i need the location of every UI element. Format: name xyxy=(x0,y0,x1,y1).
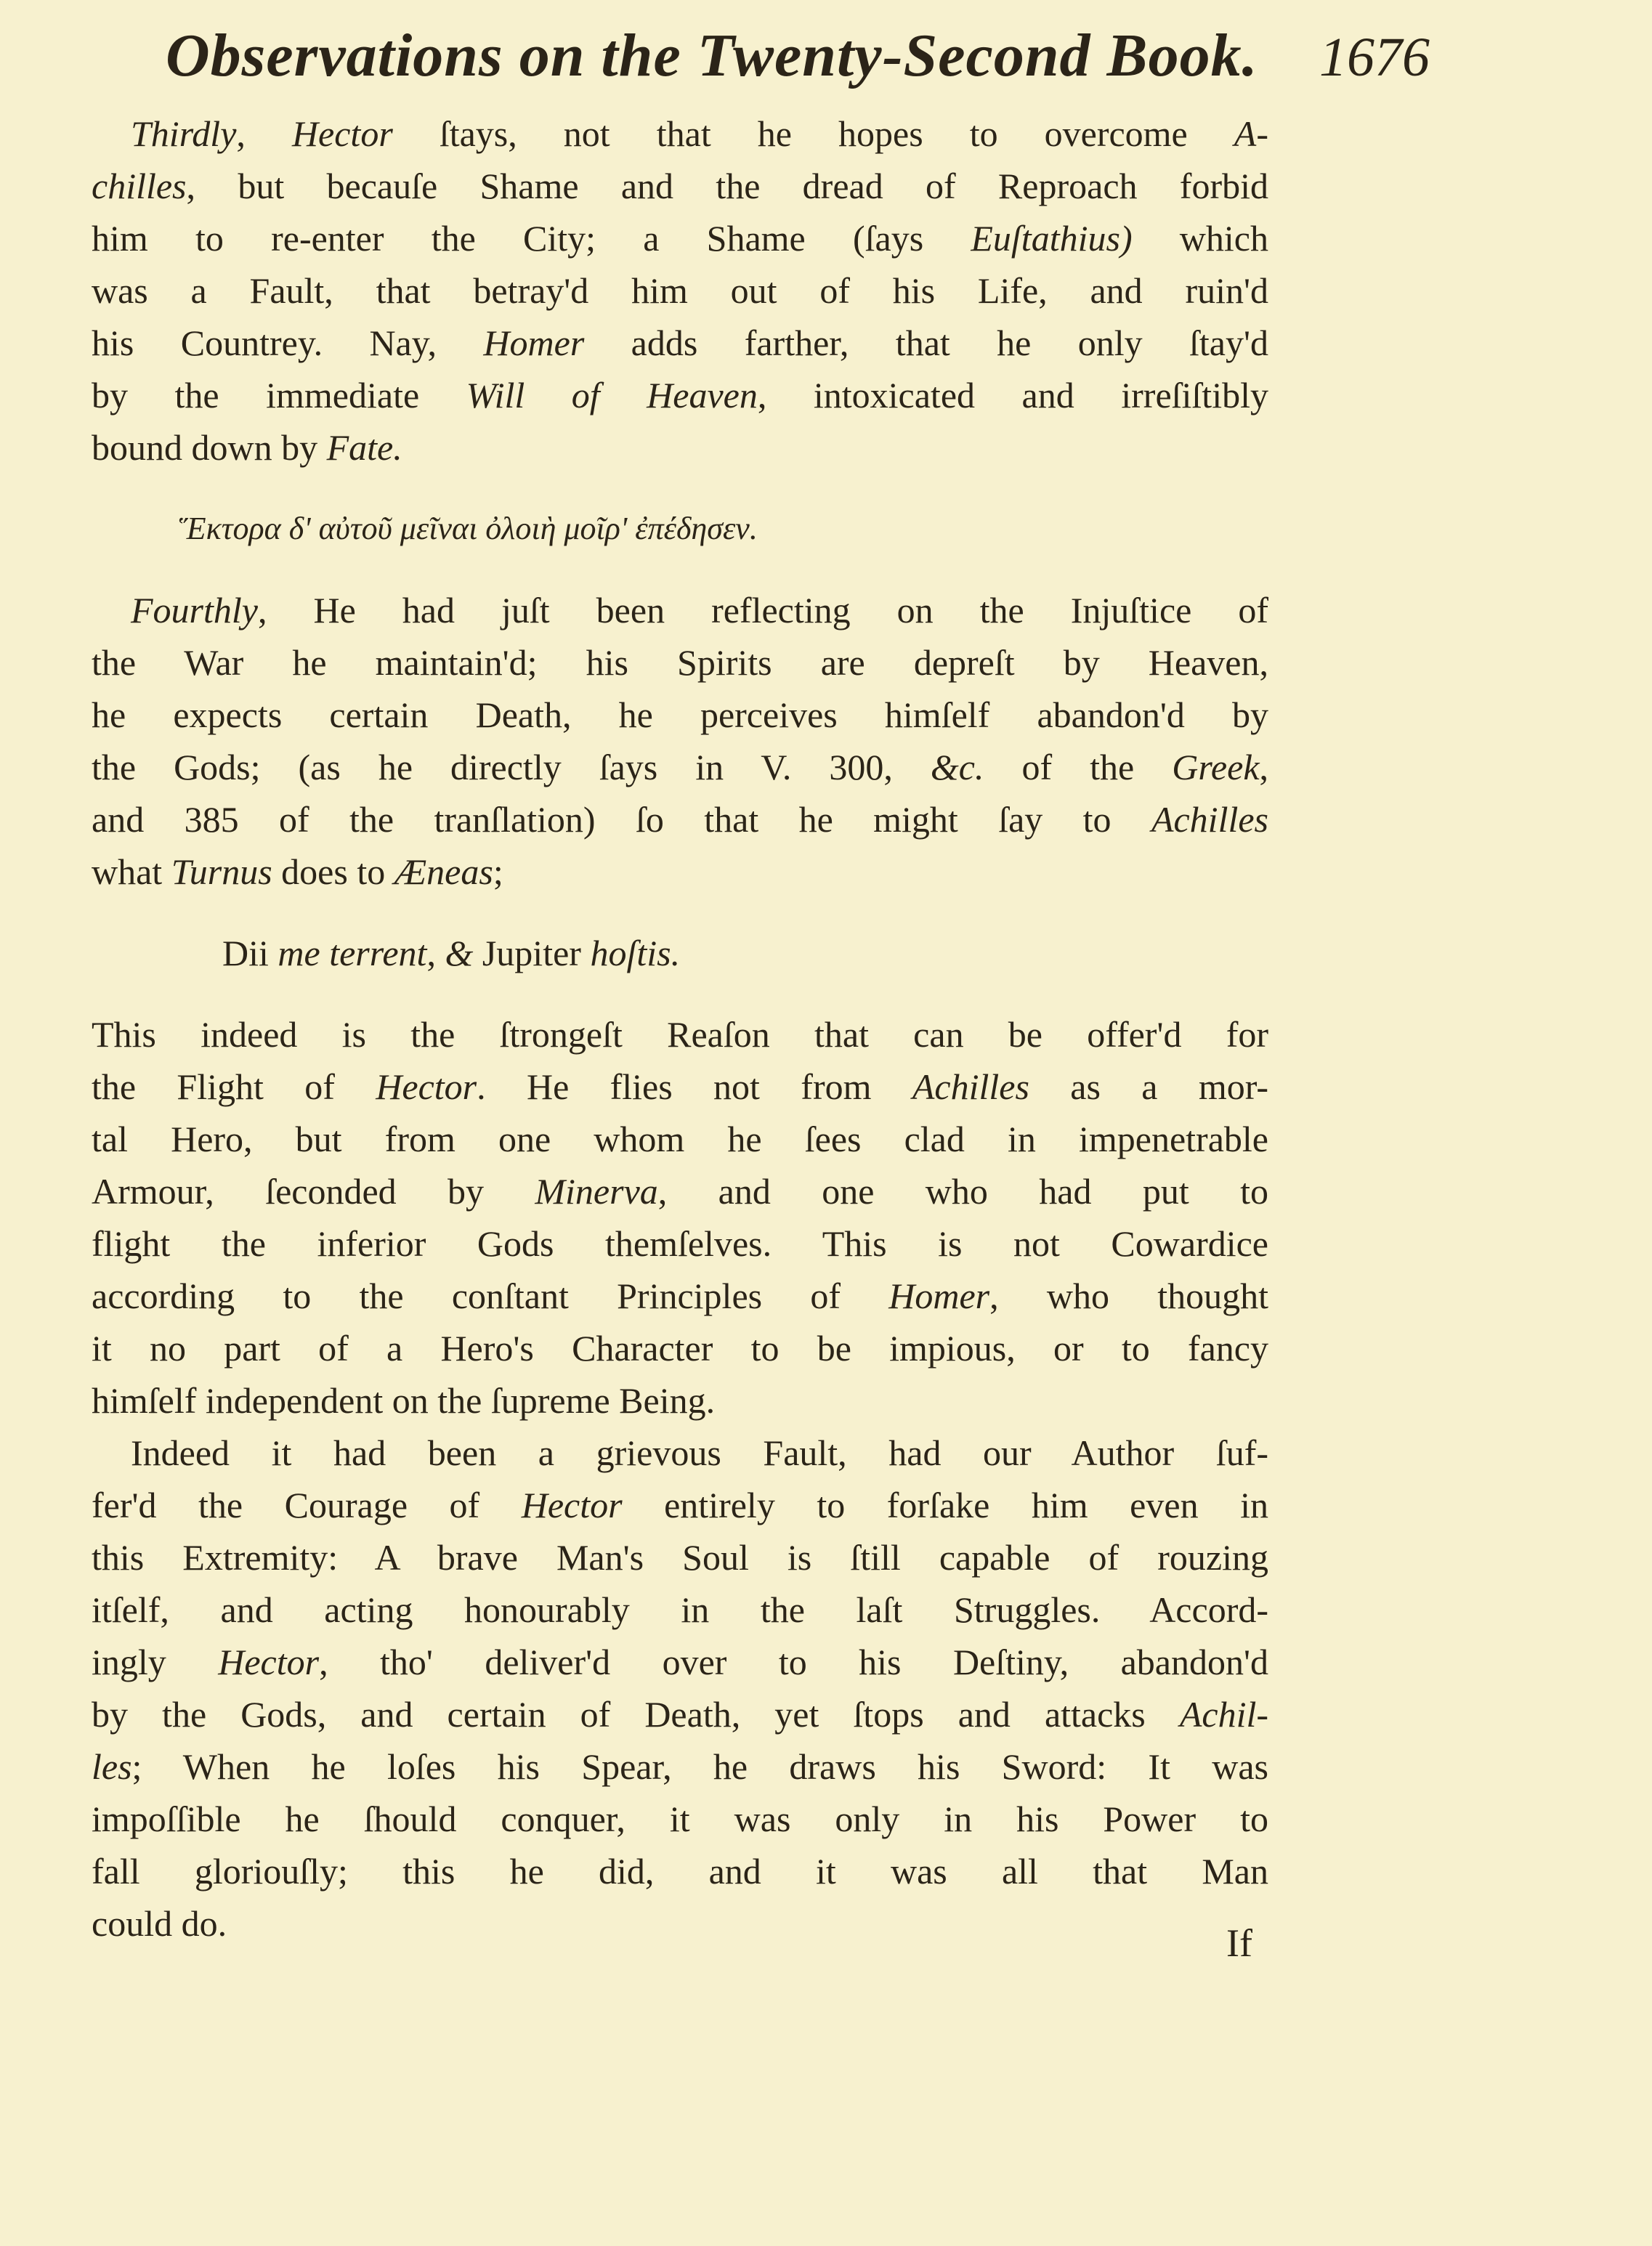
roman-text: , but becauſe Shame and the dread of Reproach forbid xyxy=(186,166,1268,206)
running-header xyxy=(166,20,1430,100)
roman-text: according to the conſtant Principles of xyxy=(92,1276,889,1316)
roman-text: , intoxicated and irreſiſtibly xyxy=(757,375,1268,415)
roman-text: by the immediate xyxy=(92,375,466,415)
italic-text: Euſtathius) xyxy=(971,218,1133,259)
roman-text: itſelf, and acting honourably in the laſt Struggles. Accord- xyxy=(92,1589,1268,1630)
italic-text: Will of Heaven xyxy=(466,375,758,415)
paragraph-gap xyxy=(92,898,1268,927)
text-line xyxy=(92,108,1268,160)
roman-text: entirely to forſake him even in xyxy=(622,1485,1268,1525)
text-line xyxy=(92,1688,1268,1740)
text-line xyxy=(92,1165,1268,1217)
paragraph-gap xyxy=(92,979,1268,1008)
roman-text: does to xyxy=(272,851,394,892)
italic-text: Hector xyxy=(218,1642,320,1682)
roman-text: , xyxy=(426,933,445,973)
text-line xyxy=(92,421,1268,474)
italic-text: Æneas xyxy=(394,851,493,892)
text-line xyxy=(92,636,1268,689)
paragraph-gap xyxy=(92,555,1268,584)
roman-text: ; xyxy=(493,851,503,892)
roman-text: impoſſible he ſhould conquer, it was only in his Power to xyxy=(92,1799,1268,1839)
italic-text: Fourthly xyxy=(131,590,258,631)
text-line xyxy=(92,1636,1268,1688)
text-line xyxy=(92,1584,1268,1636)
roman-text: , xyxy=(236,113,292,154)
roman-text: , He had juſt been reflecting on the Injuſtice of xyxy=(257,590,1268,631)
text-line xyxy=(92,1740,1268,1793)
roman-text: what xyxy=(92,851,171,892)
roman-text: of the xyxy=(984,747,1173,787)
roman-text: fer'd the Courage of xyxy=(92,1485,522,1525)
roman-text: Indeed it had been a grievous Fault, had our Author ſuf- xyxy=(131,1432,1268,1473)
italic-text: &c. xyxy=(930,747,984,787)
italic-text: Homer xyxy=(483,323,585,363)
roman-text: Armour, ſeconded by xyxy=(92,1171,535,1212)
page-number: 1676 xyxy=(1319,27,1430,88)
roman-text: , who thought xyxy=(989,1276,1268,1316)
italic-text: Achilles xyxy=(1151,799,1268,840)
roman-text: flight the inferior Gods themſelves. This is not Cowardice xyxy=(92,1223,1268,1264)
text-line xyxy=(92,1113,1268,1165)
italic-text: chilles xyxy=(92,166,187,206)
roman-text: this Extremity: A brave Man's Soul is ſtill capable of rouzing xyxy=(92,1537,1268,1578)
roman-text: ingly xyxy=(92,1642,219,1682)
text-line xyxy=(92,793,1268,846)
latin-quotation xyxy=(92,927,1268,979)
roman-text: the Flight of xyxy=(92,1066,376,1107)
roman-text: adds farther, that he only ſtay'd xyxy=(584,323,1269,363)
roman-text: V xyxy=(761,747,782,787)
running-title: Observations on the Twenty-Second Book. xyxy=(166,22,1258,89)
text-line xyxy=(92,369,1268,421)
italic-text: Achilles xyxy=(912,1066,1029,1107)
roman-text: Ἕκτορα δ' αὐτοῦ μεῖναι ὀλοιὴ μοῖρ' ἐπέδησεν. xyxy=(179,511,758,546)
roman-text: . He flies not from xyxy=(477,1066,912,1107)
roman-text: tal Hero, but from one whom he ſees clad in impenetrable xyxy=(92,1119,1268,1159)
roman-text: , and one who had put to xyxy=(657,1171,1268,1212)
text-line xyxy=(92,1008,1268,1061)
roman-text: , tho' deliver'd over to his Deſtiny, abandon'd xyxy=(319,1642,1268,1682)
roman-text: fall gloriouſly; this he did, and it was all that Man xyxy=(92,1851,1268,1892)
paragraph-gap xyxy=(92,474,1268,503)
roman-text: , xyxy=(1259,747,1269,787)
roman-text: he expects certain Death, he perceives himſelf abandon'd by xyxy=(92,694,1268,735)
roman-text: . 300, xyxy=(782,747,931,787)
italic-text: Thirdly xyxy=(131,113,237,154)
roman-text: Jupiter xyxy=(473,933,591,973)
body-text xyxy=(92,108,1268,1950)
roman-text: himſelf independent on the ſupreme Being. xyxy=(92,1380,716,1421)
italic-text: Achil- xyxy=(1179,1694,1268,1735)
roman-text: as a mor- xyxy=(1029,1066,1269,1107)
text-line xyxy=(92,160,1268,212)
roman-text: bound down by xyxy=(92,427,327,468)
italic-text: me terrent xyxy=(278,933,427,973)
text-line xyxy=(92,1479,1268,1531)
italic-text: les xyxy=(92,1746,132,1787)
roman-text: the War he maintain'd; his Spirits are depreſt by Heaven, xyxy=(92,642,1268,683)
roman-text: the Gods; (as he directly ſays in xyxy=(92,747,761,787)
roman-text: him to re-enter the City; a Shame (ſays xyxy=(92,218,971,259)
roman-text: and 385 of the tranſlation) ſo that he might ſay to xyxy=(92,799,1151,840)
italic-text: Hector xyxy=(376,1066,477,1107)
text-line xyxy=(92,1322,1268,1374)
italic-text: hoſtis. xyxy=(590,933,681,973)
italic-text: Homer xyxy=(888,1276,990,1316)
italic-text: A- xyxy=(1234,113,1268,154)
text-line xyxy=(92,584,1268,636)
roman-text: was a Fault, that betray'd him out of his Life, and ruin'd xyxy=(92,270,1268,311)
text-line xyxy=(92,264,1268,317)
italic-text: Hector xyxy=(521,1485,623,1525)
greek-quotation xyxy=(92,503,1268,555)
text-line xyxy=(92,1270,1268,1322)
text-line xyxy=(92,689,1268,741)
roman-text: could do. xyxy=(92,1903,227,1944)
italic-text: & xyxy=(445,933,474,973)
roman-text: Dii xyxy=(222,933,278,973)
catchword: If xyxy=(1226,1921,1252,1965)
text-line xyxy=(92,1845,1268,1897)
italic-text: Hector xyxy=(291,113,393,154)
roman-text: ; When he loſes his Spear, he draws his Sword: It was xyxy=(131,1746,1268,1787)
roman-text: This indeed is the ſtrongeſt Reaſon that can be offer'd for xyxy=(92,1014,1268,1055)
text-line xyxy=(92,317,1268,369)
text-line xyxy=(92,1374,1268,1427)
text-line xyxy=(92,1217,1268,1270)
text-line xyxy=(92,1427,1268,1479)
text-line xyxy=(92,212,1268,264)
text-line xyxy=(92,1061,1268,1113)
roman-text: his Countrey. Nay, xyxy=(92,323,484,363)
text-line xyxy=(92,846,1268,898)
text-line xyxy=(92,1793,1268,1845)
roman-text: ſtays, not that he hopes to overcome xyxy=(392,113,1234,154)
roman-text: it no part of a Hero's Character to be impious, or to fancy xyxy=(92,1328,1268,1369)
italic-text: Fate. xyxy=(326,427,402,468)
roman-text: by the Gods, and certain of Death, yet ſtops and attacks xyxy=(92,1694,1180,1735)
italic-text: Minerva xyxy=(535,1171,658,1212)
italic-text: Greek xyxy=(1172,747,1260,787)
text-line xyxy=(92,741,1268,793)
text-line xyxy=(92,1531,1268,1584)
italic-text: Turnus xyxy=(171,851,272,892)
roman-text: which xyxy=(1132,218,1268,259)
text-line xyxy=(92,1897,1268,1950)
